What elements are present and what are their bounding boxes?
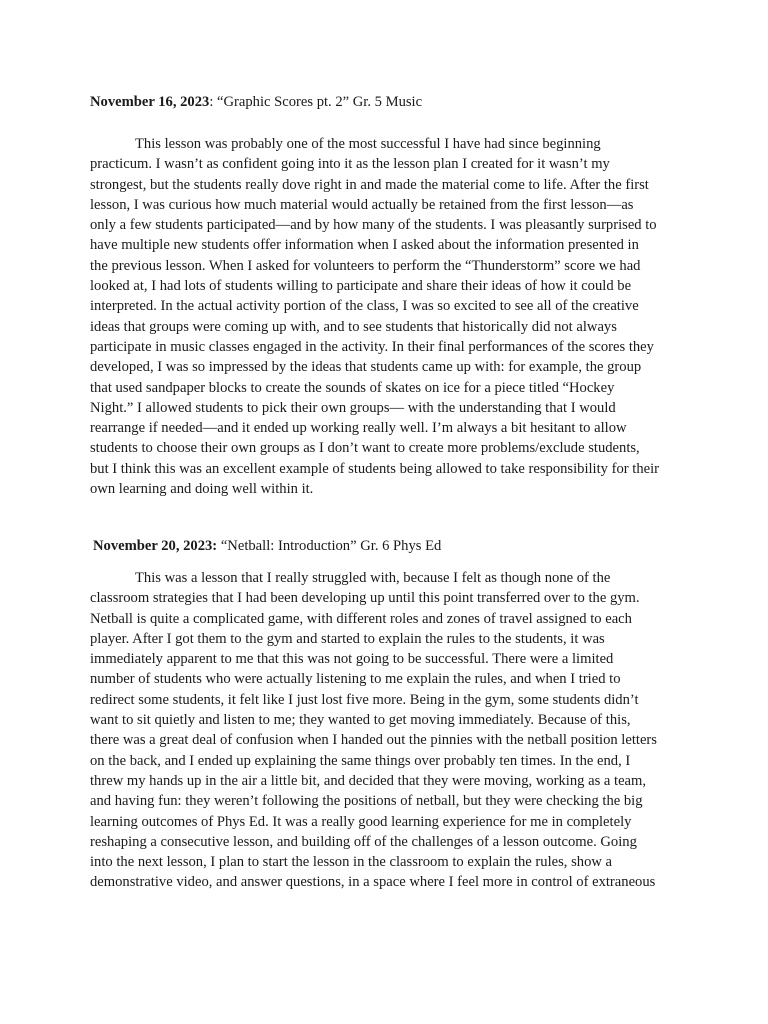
- paragraph-line: player. After I got them to the gym and started to explain the rules to the students, it was: [90, 630, 605, 647]
- paragraph-line: ideas that groups were coming up with, and to see students that historically did not always: [90, 318, 617, 335]
- paragraph-line: Night.” I allowed students to pick their own groups— with the understanding that I would: [90, 399, 616, 416]
- paragraph-line: learning outcomes of Phys Ed. It was a really good learning experience for me in completely: [90, 813, 632, 830]
- paragraph-line: threw my hands up in the air a little bit, and decided that they were moving, working as a team,: [90, 772, 647, 789]
- paragraph-line: but I think this was an excellent example of students being allowed to take responsibility for their: [90, 460, 660, 477]
- paragraph-line: rearrange if needed—and it ended up working really well. I’m always a bit hesitant to allow: [90, 420, 627, 437]
- paragraph-line: into the next lesson, I plan to start the lesson in the classroom to explain the rules, show a: [90, 854, 613, 871]
- paragraph-line: reshaping a consecutive lesson, and building off of the challenges of a lesson outcome. Going: [90, 833, 637, 850]
- paragraph-line: there was a great deal of confusion when I handed out the pinnies with the netball position letters: [90, 732, 657, 749]
- paragraph-line: have multiple new students offer information when I asked about the information presented in: [90, 237, 639, 254]
- paragraph-line: classroom strategies that I had been developing up until this point transferred over to the gym.: [90, 590, 640, 607]
- paragraph-line: This lesson was probably one of the most successful I have had since beginning: [135, 136, 601, 152]
- paragraph-line: lesson, I was curious how much material would actually be retained from the first lesson—as: [90, 196, 634, 213]
- paragraph-line: only a few students participated—and by how many of the students. I was pleasantly surprised to: [90, 217, 657, 234]
- paragraph-line: developed, I was so impressed by the ideas that students came up with: for example, the group: [90, 359, 642, 376]
- paragraph-line: own learning and doing well within it.: [90, 481, 314, 498]
- paragraph-line: practicum. I wasn’t as confident going into it as the lesson plan I created for it wasn’t my: [90, 156, 610, 173]
- paragraph-line: strongest, but the students really dove right in and made the material come to life. After the first: [90, 176, 649, 193]
- entry-heading: [90, 92, 422, 112]
- paragraph-line: and having fun: they weren’t following the positions of netball, but they were checking the big: [90, 793, 643, 810]
- paragraph-line: participate in music classes engaged in the activity. In their final performances of the scores they: [90, 338, 654, 355]
- paragraph-line: on the back, and I ended up explaining the same things over probably ten times. In the end, I: [90, 752, 631, 769]
- entry-heading: [93, 536, 441, 556]
- paragraph-line: want to sit quietly and listen to me; they wanted to get moving immediately. Because of this,: [90, 712, 631, 729]
- paragraph-line: that used sandpaper blocks to create the sounds of skates on ice for a piece titled “Hockey: [90, 379, 615, 396]
- paragraph-line: looked at, I had lots of students willing to participate and share their ideas of how it could be: [90, 278, 632, 295]
- entry-body: [90, 134, 690, 499]
- paragraph-line: This was a lesson that I really struggled with, because I felt as though none of the: [135, 570, 611, 586]
- entry-title: : “Graphic Scores pt. 2” Gr. 5 Music: [209, 94, 423, 110]
- paragraph-line: students to choose their own groups as I don’t want to create more problems/exclude students,: [90, 440, 640, 457]
- paragraph-line: interpreted. In the actual activity portion of the class, I was so excited to see all of the creative: [90, 298, 639, 315]
- entry-title: “Netball: Introduction” Gr. 6 Phys Ed: [217, 538, 442, 554]
- paragraph-line: the previous lesson. When I asked for volunteers to perform the “Thunderstorm” score we had: [90, 257, 641, 274]
- entry-body: [90, 568, 690, 893]
- paragraph-line: Netball is quite a complicated game, with different roles and zones of travel assigned to each: [90, 610, 632, 627]
- entry-date: November 16, 2023: [90, 94, 210, 110]
- entry-date: November 20, 2023:: [93, 538, 218, 554]
- paragraph-line: redirect some students, it felt like I just lost five more. Being in the gym, some students didn’t: [90, 691, 639, 708]
- paragraph-line: demonstrative video, and answer questions, in a space where I feel more in control of extraneous: [90, 874, 656, 891]
- paragraph-line: immediately apparent to me that this was not going to be successful. There were a limited: [90, 651, 614, 668]
- paragraph-line: number of students who were actually listening to me explain the rules, and when I tried to: [90, 671, 621, 688]
